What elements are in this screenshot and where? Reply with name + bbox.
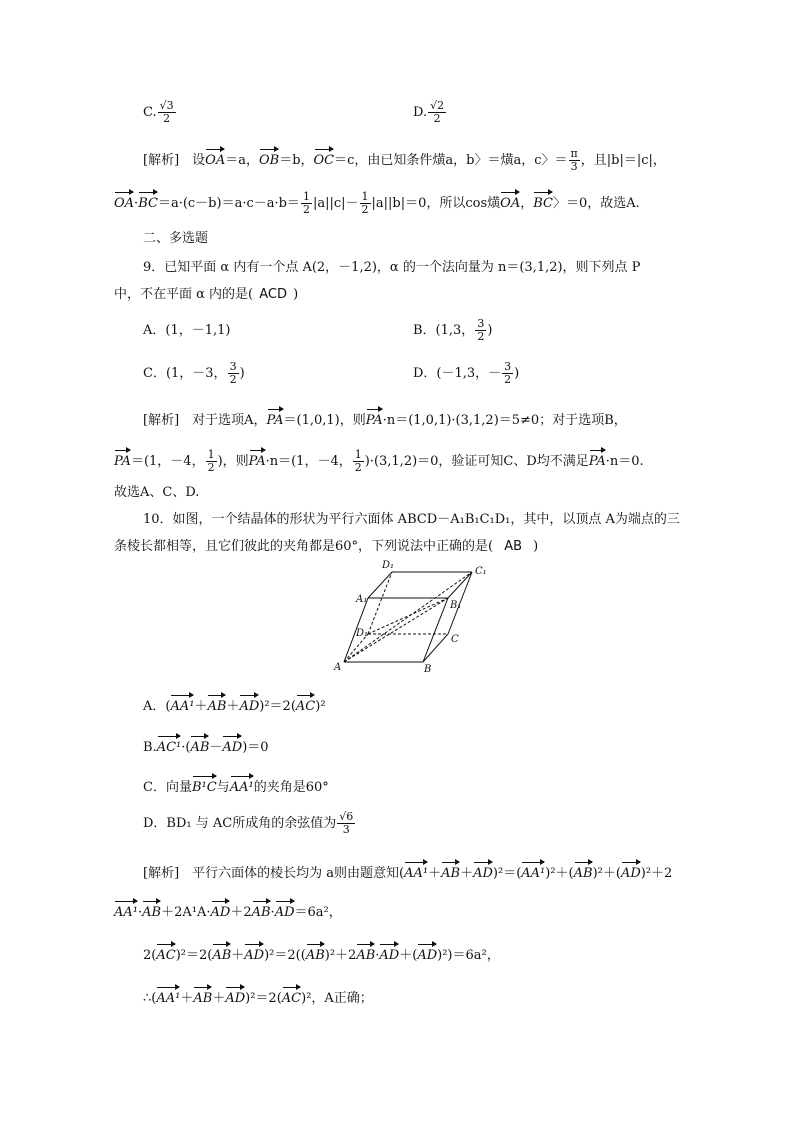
denominator: 3 bbox=[570, 160, 578, 173]
vector-ad: AD bbox=[417, 941, 437, 965]
q9-option-d bbox=[413, 361, 519, 386]
vector-ad: AD bbox=[239, 692, 259, 716]
text: ＋2 bbox=[230, 905, 252, 920]
text: )²＝2( bbox=[175, 948, 213, 963]
q9-option-c bbox=[143, 361, 245, 386]
vector-aa1: AA¹ bbox=[170, 692, 194, 716]
vector-ad: AD bbox=[211, 898, 231, 922]
text: 的夹角是60° bbox=[253, 780, 329, 795]
text: ＋( bbox=[399, 948, 418, 963]
vector-ac1: AC¹ bbox=[157, 733, 182, 757]
text: |a||b|＝0，所以cos熿 bbox=[371, 196, 501, 211]
vector-oa: OA bbox=[500, 189, 520, 213]
label-c1: C₁ bbox=[475, 566, 487, 577]
text: ＋ bbox=[460, 866, 474, 881]
vector-ab: AB bbox=[190, 733, 209, 757]
text: 2( bbox=[143, 948, 157, 963]
q10-stem-line2 bbox=[114, 538, 538, 556]
vector-ab: AB bbox=[441, 859, 460, 883]
text: ， bbox=[520, 196, 534, 211]
vector-ad: AD bbox=[275, 898, 295, 922]
text: ) bbox=[533, 539, 539, 554]
text: ＋2A¹A· bbox=[161, 905, 211, 920]
fraction bbox=[228, 361, 239, 386]
denominator: 3 bbox=[342, 823, 350, 836]
text: ·( bbox=[181, 740, 191, 755]
vector-ab: AB bbox=[306, 941, 325, 965]
denominator: 2 bbox=[207, 461, 215, 474]
text: 条棱长都相等，且它们彼此的夹角都是60°，下列说法中正确的是( bbox=[114, 539, 494, 554]
denominator: 2 bbox=[302, 203, 310, 216]
text: |a||c|－ bbox=[312, 196, 359, 211]
text: ＋ bbox=[428, 866, 442, 881]
numerator: 3 bbox=[504, 360, 512, 373]
text: ·n＝(1,0,1)·(3,1,2)＝5≠0；对于选项B， bbox=[382, 413, 627, 428]
vector-ab: AB bbox=[212, 941, 231, 965]
label-a1: A₁ bbox=[356, 594, 368, 605]
q10-option-d bbox=[143, 811, 356, 836]
text: · bbox=[134, 196, 139, 211]
text: － bbox=[209, 740, 223, 755]
vector-ab: AB bbox=[356, 941, 375, 965]
text: 中，不在平面 α 内的是( bbox=[114, 287, 254, 302]
q9-stem-line2 bbox=[114, 286, 298, 304]
vector-oa: OA bbox=[205, 146, 225, 170]
text: ·n＝(1，－4， bbox=[265, 454, 352, 469]
text: ) bbox=[239, 366, 245, 381]
edge-bc bbox=[423, 634, 448, 662]
vector-pa: PA bbox=[267, 406, 284, 430]
numerator: 1 bbox=[207, 448, 215, 461]
text: )·(3,1,2)＝0，验证可知C、D均不满足 bbox=[364, 454, 589, 469]
text: C．向量 bbox=[143, 780, 192, 795]
vector-pa: PA bbox=[366, 406, 383, 430]
label-d1-top: D₁ bbox=[382, 560, 395, 571]
q10-option-a bbox=[143, 692, 326, 716]
fraction bbox=[428, 100, 446, 125]
denominator: 2 bbox=[361, 203, 369, 216]
text: 与 bbox=[216, 780, 230, 795]
fraction bbox=[475, 318, 486, 343]
text: )²＋2 bbox=[640, 866, 673, 881]
vector-b1c: B¹C bbox=[192, 773, 217, 797]
numerator: √6 bbox=[339, 810, 354, 823]
vector-aa1: AA¹ bbox=[230, 773, 254, 797]
edge-bb1 bbox=[423, 598, 448, 662]
vector-bc: BC bbox=[533, 189, 553, 213]
q9-analysis-line1 bbox=[143, 406, 627, 430]
q8-analysis-line1 bbox=[143, 146, 666, 173]
text: ∴( bbox=[143, 991, 157, 1006]
text: · bbox=[270, 905, 275, 920]
denominator: 2 bbox=[433, 112, 441, 125]
option-c-top bbox=[143, 100, 177, 125]
vector-bc: BC bbox=[138, 189, 158, 213]
q9-analysis-line2 bbox=[114, 447, 644, 474]
vector-ac: AC bbox=[156, 941, 175, 965]
fraction bbox=[353, 449, 364, 474]
text: ＝6a²， bbox=[294, 905, 342, 920]
vector-ab: AB bbox=[207, 692, 226, 716]
text: ) bbox=[514, 366, 520, 381]
vector-ad: AD bbox=[244, 941, 264, 965]
text: D．(－1,3，－ bbox=[413, 366, 502, 381]
label-d1: D₁ bbox=[356, 628, 369, 639]
parallelepiped-figure bbox=[320, 558, 500, 678]
text: )²)＝6a²， bbox=[437, 948, 500, 963]
q9-option-a: A．(1，－1,1) bbox=[143, 323, 231, 338]
text: ＋ bbox=[226, 699, 240, 714]
text: ＝c，由已知条件熿a，b〉＝熿a，c〉＝ bbox=[334, 153, 568, 168]
text: ＝(1，－4， bbox=[130, 454, 205, 469]
numerator: 1 bbox=[354, 448, 362, 461]
text: ＋ bbox=[180, 991, 194, 1006]
denominator: 2 bbox=[504, 373, 512, 386]
text: [解析] 平行六面体的棱长均为 a则由题意知( bbox=[143, 866, 405, 881]
option-label: C. bbox=[143, 105, 157, 120]
text: ) bbox=[293, 287, 299, 302]
q10-analysis-line1 bbox=[143, 859, 672, 883]
numerator: 3 bbox=[477, 317, 485, 330]
q9-option-b bbox=[413, 318, 492, 343]
diagonal-ac1 bbox=[344, 572, 472, 662]
text: ＝b， bbox=[279, 153, 314, 168]
vector-ab: AB bbox=[574, 859, 593, 883]
text: ，且|b|＝|c|， bbox=[580, 153, 666, 168]
text: )²，A正确； bbox=[301, 991, 373, 1006]
section-title: 二、多选题 bbox=[143, 231, 209, 246]
vector-ad: AD bbox=[473, 859, 493, 883]
answer: AB bbox=[504, 539, 523, 554]
option-label: D. bbox=[413, 105, 428, 120]
text: )＝0 bbox=[242, 740, 269, 755]
numerator: 1 bbox=[361, 190, 369, 203]
denominator: 2 bbox=[163, 112, 171, 125]
q8-analysis-line2 bbox=[114, 189, 640, 216]
text: )²＋( bbox=[545, 866, 574, 881]
vector-ab: AB bbox=[193, 984, 212, 1008]
text: C．(1，－3， bbox=[143, 366, 227, 381]
vector-aa1: AA¹ bbox=[156, 984, 180, 1008]
numerator: √3 bbox=[159, 99, 174, 112]
q10-stem-line1: 10．如图，一个结晶体的形状为平行六面体 ABCD－A₁B₁C₁D₁，其中，以顶点 A为端点的三 bbox=[143, 512, 680, 527]
vector-pa: PA bbox=[114, 447, 131, 471]
fraction bbox=[301, 191, 312, 216]
fraction bbox=[502, 361, 513, 386]
text: B．(1,3， bbox=[413, 323, 475, 338]
q10-analysis-line3 bbox=[143, 941, 500, 965]
text: ) bbox=[487, 323, 493, 338]
vector-oc: OC bbox=[314, 146, 335, 170]
text: ＋ bbox=[212, 991, 226, 1006]
fraction bbox=[337, 811, 355, 836]
text: ＋ bbox=[194, 699, 208, 714]
text: ＝(1,0,1)，则 bbox=[283, 413, 366, 428]
vector-ab: AB bbox=[142, 898, 161, 922]
text: )，则 bbox=[217, 454, 249, 469]
vector-ad: AD bbox=[225, 984, 245, 1008]
denominator: 2 bbox=[229, 373, 237, 386]
text: [解析] 设 bbox=[143, 153, 206, 168]
fraction bbox=[569, 148, 580, 173]
vector-ac: AC bbox=[282, 984, 301, 1008]
numerator: √2 bbox=[430, 99, 445, 112]
vector-oa: OA bbox=[114, 189, 134, 213]
fraction bbox=[158, 100, 176, 125]
text: 〉＝0，故选A. bbox=[552, 196, 640, 211]
numerator: 1 bbox=[302, 190, 310, 203]
text: · bbox=[375, 948, 380, 963]
vector-ad: AD bbox=[621, 859, 641, 883]
q10-option-c bbox=[143, 773, 329, 797]
q10-option-b bbox=[143, 733, 269, 757]
vector-pa: PA bbox=[589, 447, 606, 471]
text: )²＋( bbox=[592, 866, 621, 881]
text: ＝a， bbox=[225, 153, 259, 168]
vector-pa: PA bbox=[249, 447, 266, 471]
denominator: 2 bbox=[477, 330, 485, 343]
text: A．( bbox=[143, 699, 171, 714]
q9-stem-line1: 9．已知平面 α 内有一个点 A(2，－1,2)，α 的一个法向量为 n＝(3,1,2)，则下列点 P bbox=[143, 260, 641, 275]
option-d-top bbox=[413, 100, 447, 125]
vector-ad: AD bbox=[222, 733, 242, 757]
edge-b1c1 bbox=[448, 572, 472, 598]
vector-ac: AC bbox=[296, 692, 315, 716]
text: [解析] 对于选项A， bbox=[143, 413, 267, 428]
text: )²＝2( bbox=[245, 991, 282, 1006]
vector-aa1: AA¹ bbox=[114, 898, 138, 922]
vector-ad: AD bbox=[379, 941, 399, 965]
label-b: B bbox=[424, 664, 432, 675]
q10-analysis-line4 bbox=[143, 984, 373, 1008]
numerator: 3 bbox=[229, 360, 237, 373]
label-c: C bbox=[451, 634, 459, 645]
edge-a1d1 bbox=[368, 572, 392, 598]
text: · bbox=[138, 905, 143, 920]
label-b1: B₁ bbox=[450, 600, 462, 611]
answer: ACD bbox=[259, 287, 287, 302]
vector-aa1: AA¹ bbox=[404, 859, 428, 883]
fraction bbox=[206, 449, 217, 474]
label-a: A bbox=[334, 662, 342, 673]
text: ＝a·(c－b)＝a·c－a·b＝ bbox=[157, 196, 300, 211]
text: ＋ bbox=[231, 948, 245, 963]
q9-analysis-line3: 故选A、C、D. bbox=[114, 485, 200, 500]
vector-ob: OB bbox=[259, 146, 279, 170]
q10-analysis-line2 bbox=[114, 898, 342, 922]
denominator: 2 bbox=[354, 461, 362, 474]
text: )² bbox=[315, 699, 326, 714]
text: )²＝2( bbox=[259, 699, 296, 714]
vector-ab: AB bbox=[252, 898, 271, 922]
text: )²＝( bbox=[492, 866, 522, 881]
text: )²＝2(( bbox=[264, 948, 306, 963]
vector-aa1: AA¹ bbox=[521, 859, 545, 883]
text: ·n＝0. bbox=[605, 454, 644, 469]
numerator: π bbox=[570, 147, 578, 160]
text: D．BD₁ 与 AC所成角的余弦值为 bbox=[143, 816, 337, 831]
fraction bbox=[360, 191, 371, 216]
text: B. bbox=[143, 740, 157, 755]
text: )²＋2 bbox=[324, 948, 357, 963]
